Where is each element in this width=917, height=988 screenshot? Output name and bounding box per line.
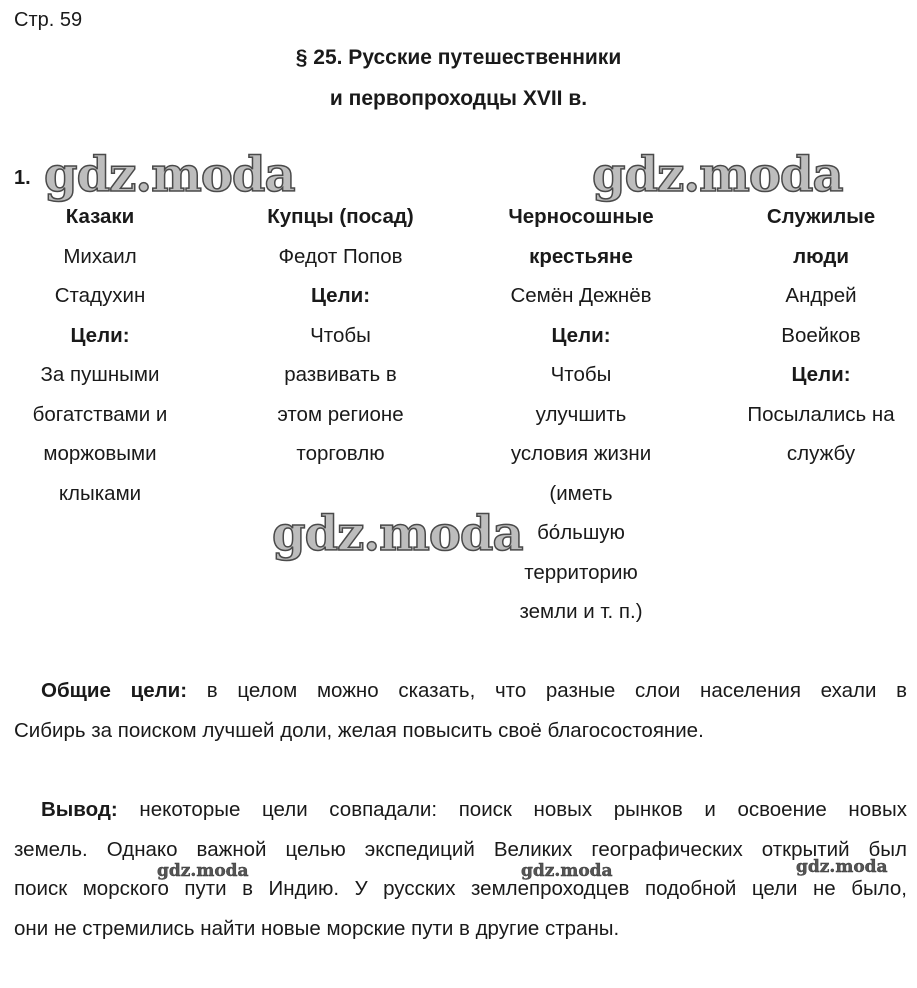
watermark-logo: gdz.moda: [44, 147, 295, 203]
paragraph-text: в целом можно сказать, что разные слои населения ехали в: [187, 679, 907, 702]
watermark-logo-small: gdz.moda: [521, 861, 613, 881]
conclusion-paragraph: [14, 790, 907, 948]
goal-line: службу: [786, 442, 856, 465]
paragraph-line: поиск морского пути в Индию. У русских землепроходцев подобной цели не было,: [14, 877, 907, 900]
column-service-people: [732, 197, 910, 474]
conclusion-label: Вывод:: [41, 798, 118, 821]
goals-label: Цели:: [551, 323, 611, 347]
person-name-line: Андрей: [785, 284, 857, 307]
column-cossacks: [10, 197, 190, 513]
goal-line: бо́льшую: [537, 521, 625, 544]
section-title-continued: и первопроходцы XVII в.: [329, 87, 588, 110]
watermark-logo-small: gdz.moda: [157, 861, 249, 881]
goal-line: условия жизни: [510, 442, 652, 465]
person-name-line: Федот Попов: [278, 244, 403, 268]
goal-line: земли и т. п.): [519, 600, 643, 623]
goal-line: богатствами и: [32, 402, 168, 426]
column-heading: Черносошные: [508, 205, 654, 228]
person-name-line: Михаил: [63, 244, 137, 268]
goals-label: Цели:: [791, 363, 851, 386]
paragraph-text: некоторые цели совпадали: поиск новых рынков и освоение новых: [117, 798, 907, 821]
person-name-line: Воейков: [781, 323, 861, 347]
paragraph-line: они не стремились найти новые морские пути в другие страны.: [14, 916, 620, 940]
paragraph-line: Сибирь за поиском лучшей доли, желая повысить своё благосостояние.: [14, 718, 704, 742]
paragraph-line: земель. Однако важной целью экспедиций Великих географических открытий был: [14, 837, 907, 861]
goal-line: моржовыми: [43, 442, 157, 465]
goal-line: За пушными: [40, 363, 160, 386]
common-goals-paragraph: [14, 671, 907, 750]
paragraph-line: [14, 790, 907, 830]
column-heading: Казаки: [65, 205, 135, 228]
page-number: Стр. 59: [14, 9, 83, 31]
column-heading: Купцы (посад): [267, 205, 414, 228]
goals-label: Цели:: [310, 284, 371, 307]
goal-line: территорию: [524, 560, 638, 584]
column-heading-continued: люди: [793, 244, 849, 268]
watermark-logo-small: gdz.moda: [796, 857, 888, 877]
watermark-logo: gdz.moda: [272, 506, 523, 562]
goals-label: Цели:: [70, 323, 130, 347]
goal-line: развивать в: [284, 363, 397, 386]
column-peasants: [488, 197, 674, 632]
goal-line: этом регионе: [277, 402, 404, 426]
goal-line: улучшить: [535, 402, 627, 426]
goal-line: (иметь: [549, 481, 613, 505]
column-heading-continued: крестьяне: [529, 244, 633, 268]
goal-line: торговлю: [296, 442, 385, 465]
column-heading: Служилые: [766, 205, 876, 228]
paragraph-line: [14, 671, 907, 711]
task-number: 1.: [14, 167, 31, 189]
person-name-line: Стадухин: [54, 284, 146, 307]
column-merchants: [248, 197, 433, 474]
goal-line: Чтобы: [550, 363, 612, 386]
watermark-logo: gdz.moda: [592, 147, 843, 203]
goal-line: клыками: [58, 481, 142, 505]
section-title: § 25. Русские путешественники: [295, 46, 622, 69]
person-name-line: Семён Дежнёв: [510, 284, 652, 307]
goal-line: Чтобы: [310, 323, 371, 347]
goal-line: Посылались на: [747, 402, 895, 426]
common-goals-label: Общие цели:: [41, 679, 188, 702]
